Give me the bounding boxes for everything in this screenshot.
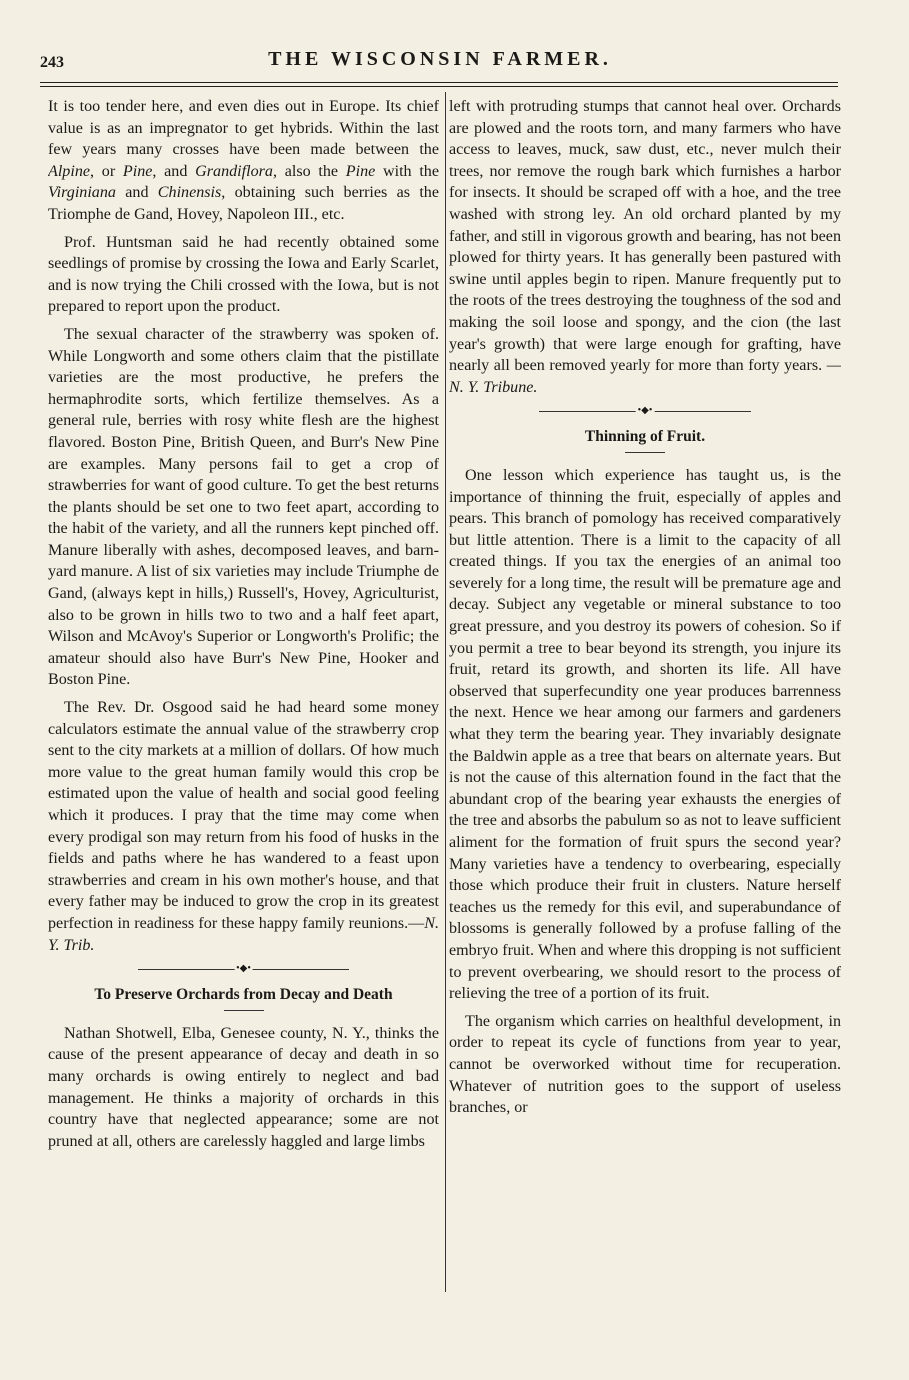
- section-separator: [449, 404, 841, 418]
- header-rule: [40, 82, 838, 83]
- section-heading: Thinning of Fruit.: [584, 428, 706, 446]
- heading-rule: [625, 452, 665, 453]
- paragraph: The Rev. Dr. Osgood said he had heard some money calculators estimate the annual value of the strawberry crop sent to the city markets at a million of dollars. Of how much more value to the great human family would this crop be estimated upon the value of health and social good feeling which it produces. I pray that the time may come when every prodigal son may return from his food of husks in the fields and paths where he has wandered to a feast upon strawberries and cream in his own mother's house, and that every father may be induced to grow the crop in its greatest perfection in readiness for these happy family reunions.—N. Y. Trib.: [48, 699, 439, 954]
- paragraph: It is too tender here, and even dies out in Europe. Its chief value is as an impregnator to get hybrids. Within the last few years many crosses have been made between the Alpine, or Pine, and Grandiflora, also the Pine with the Virginiana and Chinensis, obtaining such berries as the Triomphe de Gand, Hovey, Napoleon III., etc.: [48, 98, 439, 223]
- left-column: [48, 96, 439, 1291]
- heading-rule: [224, 1010, 264, 1011]
- section-heading: To Preserve Orchards from Decay and Death: [94, 986, 393, 1004]
- header-rule-thin: [40, 86, 838, 87]
- paragraph: Nathan Shotwell, Elba, Genesee county, N. Y., thinks the cause of the present appearance of decay and death in so many orchards is owing entirely to neglect and bad management. He thinks a majority of orchards in this country have that neglected appearance; some are not pruned at all, others are carelessly haggled and large limbs: [48, 1024, 439, 1150]
- section-separator: [48, 962, 439, 976]
- paragraph: The organism which carries on healthful development, in order to repeat its cycle of functions from year to year, cannot be overworked without time for recuperation. Whatever of nutrition goes to the support of useless branches, or: [449, 1012, 841, 1117]
- paragraph: Prof. Huntsman said he had recently obtained some seedlings of promise by crossing the Iowa and Early Scarlet, and is now trying the Chili crossed with the Iowa, but is not prepared to report upon the product.: [48, 233, 439, 316]
- paragraph: The sexual character of the strawberry was spoken of. While Longworth and some others claim that the pistillate varieties are the most productive, he prefers the hermaphrodite sorts, which fertilize themselves. As a general rule, berries with rosy white flesh are the highest flavored. Boston Pine, British Queen, and Burr's New Pine are examples. Many persons fail to get a crop of strawberries for want of good culture. To get the best returns the plants should be set one to two feet apart, according to the habit of the variety, and all the runners kept pinched off. Manure liberally with ashes, decomposed leaves, and barn-yard manure. A list of six varieties may include Triumphe de Gand, (always kept in hills,) Russell's, Hovey, Agriculturist, also to be grown in hills two to two and a half feet apart, Wilson and McAvoy's Superior or Longworth's Prolific; the amateur should also have Burr's New Pine, Hooker and Boston Pine.: [48, 325, 439, 689]
- paragraph: left with protruding stumps that cannot heal over. Orchards are plowed and the roots torn, and many farmers who have access to leaves, muck, saw dust, etc., never mulch their trees, nor remove the rough bark which furnishes a harbor for insects. It should be scraped off with a hoe, and the tree washed with strong ley. An old orchard planted by my father, and still in vigorous growth and bearing, has not been plowed for thirty years. It has generally been pastured with swine until apples begin to ripen. Manure frequently put to the roots of the trees destroying the toughness of the sod and making the soil loose and spongy, and the cion (the last year's growth) that were large enough for grafting, have nearly all been removed yearly for more than forty years. —N. Y. Tribune.: [449, 98, 841, 396]
- column-divider: [445, 92, 446, 1292]
- separator-ornament: •◆•: [236, 963, 251, 975]
- right-column: [449, 96, 841, 1291]
- separator-ornament: •◆•: [637, 405, 653, 417]
- page-header: [40, 44, 840, 78]
- paragraph: One lesson which experience has taught us, is the importance of thinning the fruit, especially of apples and pears. This branch of pomology has received comparatively but little attention. There is a limit to the capacity of all created things. If you tax the energies of an animal too severely for a long time, the result will be premature age and decay. Subject any vegetable or mineral substance to too great pressure, and you destroy its powers of cohesion. So if you permit a tree to bear beyond its strength, you injure its fruit, retard its growth, and shorten its life. All have observed that superfecundity one year produces barrenness the next. Hence we hear among our farmers and gardeners what they term the bearing year. They invariably designate the Baldwin apple as a tree that bears on alternate years. But is not the cause of this alternation found in the fact that the abundant crop of the bearing year exhausts the energies of the tree and absorbs the pabulum so as not to leave sufficient aliment for the formation of fruit spurs the second year? Many varieties have a tendency to overbearing, especially those which produce their fruit in clusters. Nature herself teaches us the remedy for this evil, and superabundance of blossoms is generally followed by a profuse falling of the embryo fruit. When and where this dropping is not sufficient to prevent overbearing, we should resort to the process of relieving the tree of a portion of its fruit.: [449, 466, 841, 1003]
- journal-title: THE WISCONSIN FARMER.: [268, 48, 612, 70]
- page-number: 243: [40, 54, 64, 71]
